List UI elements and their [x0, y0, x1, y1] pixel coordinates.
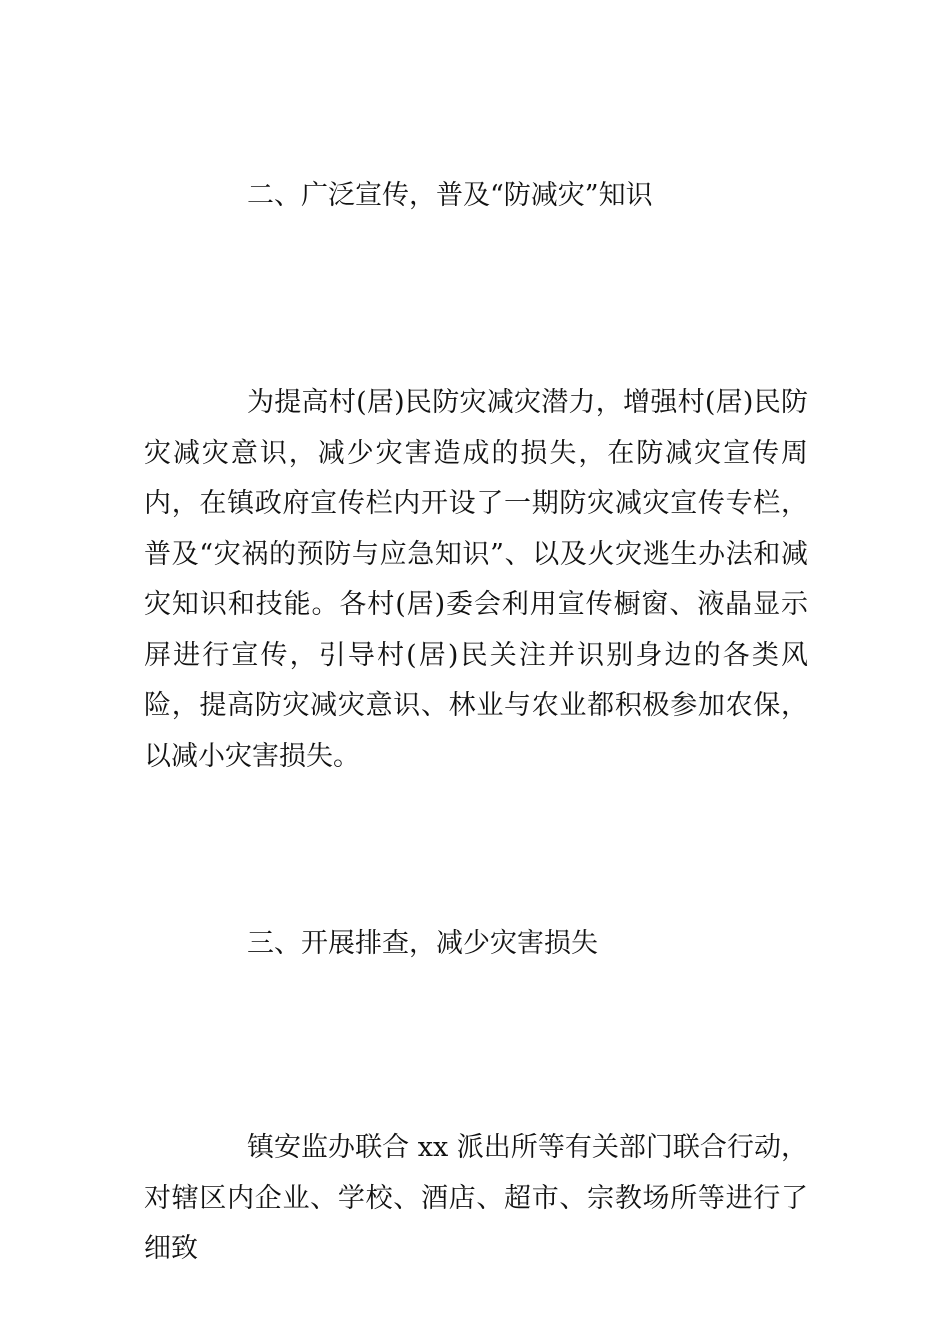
section-heading-2: 二、广泛宣传，普及“防减灾”知识: [247, 180, 653, 211]
section-paragraph-2: 为提高村(居)民防灾减灾潜力，增强村(居)民防灾减灾意识，减少灾害造成的损失，在防减灾宣传周内，在镇政府宣传栏内开设了一期防灾减灾宣传专栏，普及“灾祸的预防与应急知识”、以及火灾逃生办法和减灾知识和技能。各村(居)委会利用宣传橱窗、液晶显示屏进行宣传，引导村(居)民关注并识别身边的各类风险，提高防灾减灾意识、林业与农业都积极参加农保，以减小灾害损失。: [144, 387, 808, 772]
section-paragraph-3: 镇安监办联合 xx 派出所等有关部门联合行动，对辖区内企业、学校、酒店、超市、宗教场所等进行了细致: [144, 1132, 808, 1264]
section-heading-3: 三、开展排查，减少灾害损失: [247, 928, 598, 959]
